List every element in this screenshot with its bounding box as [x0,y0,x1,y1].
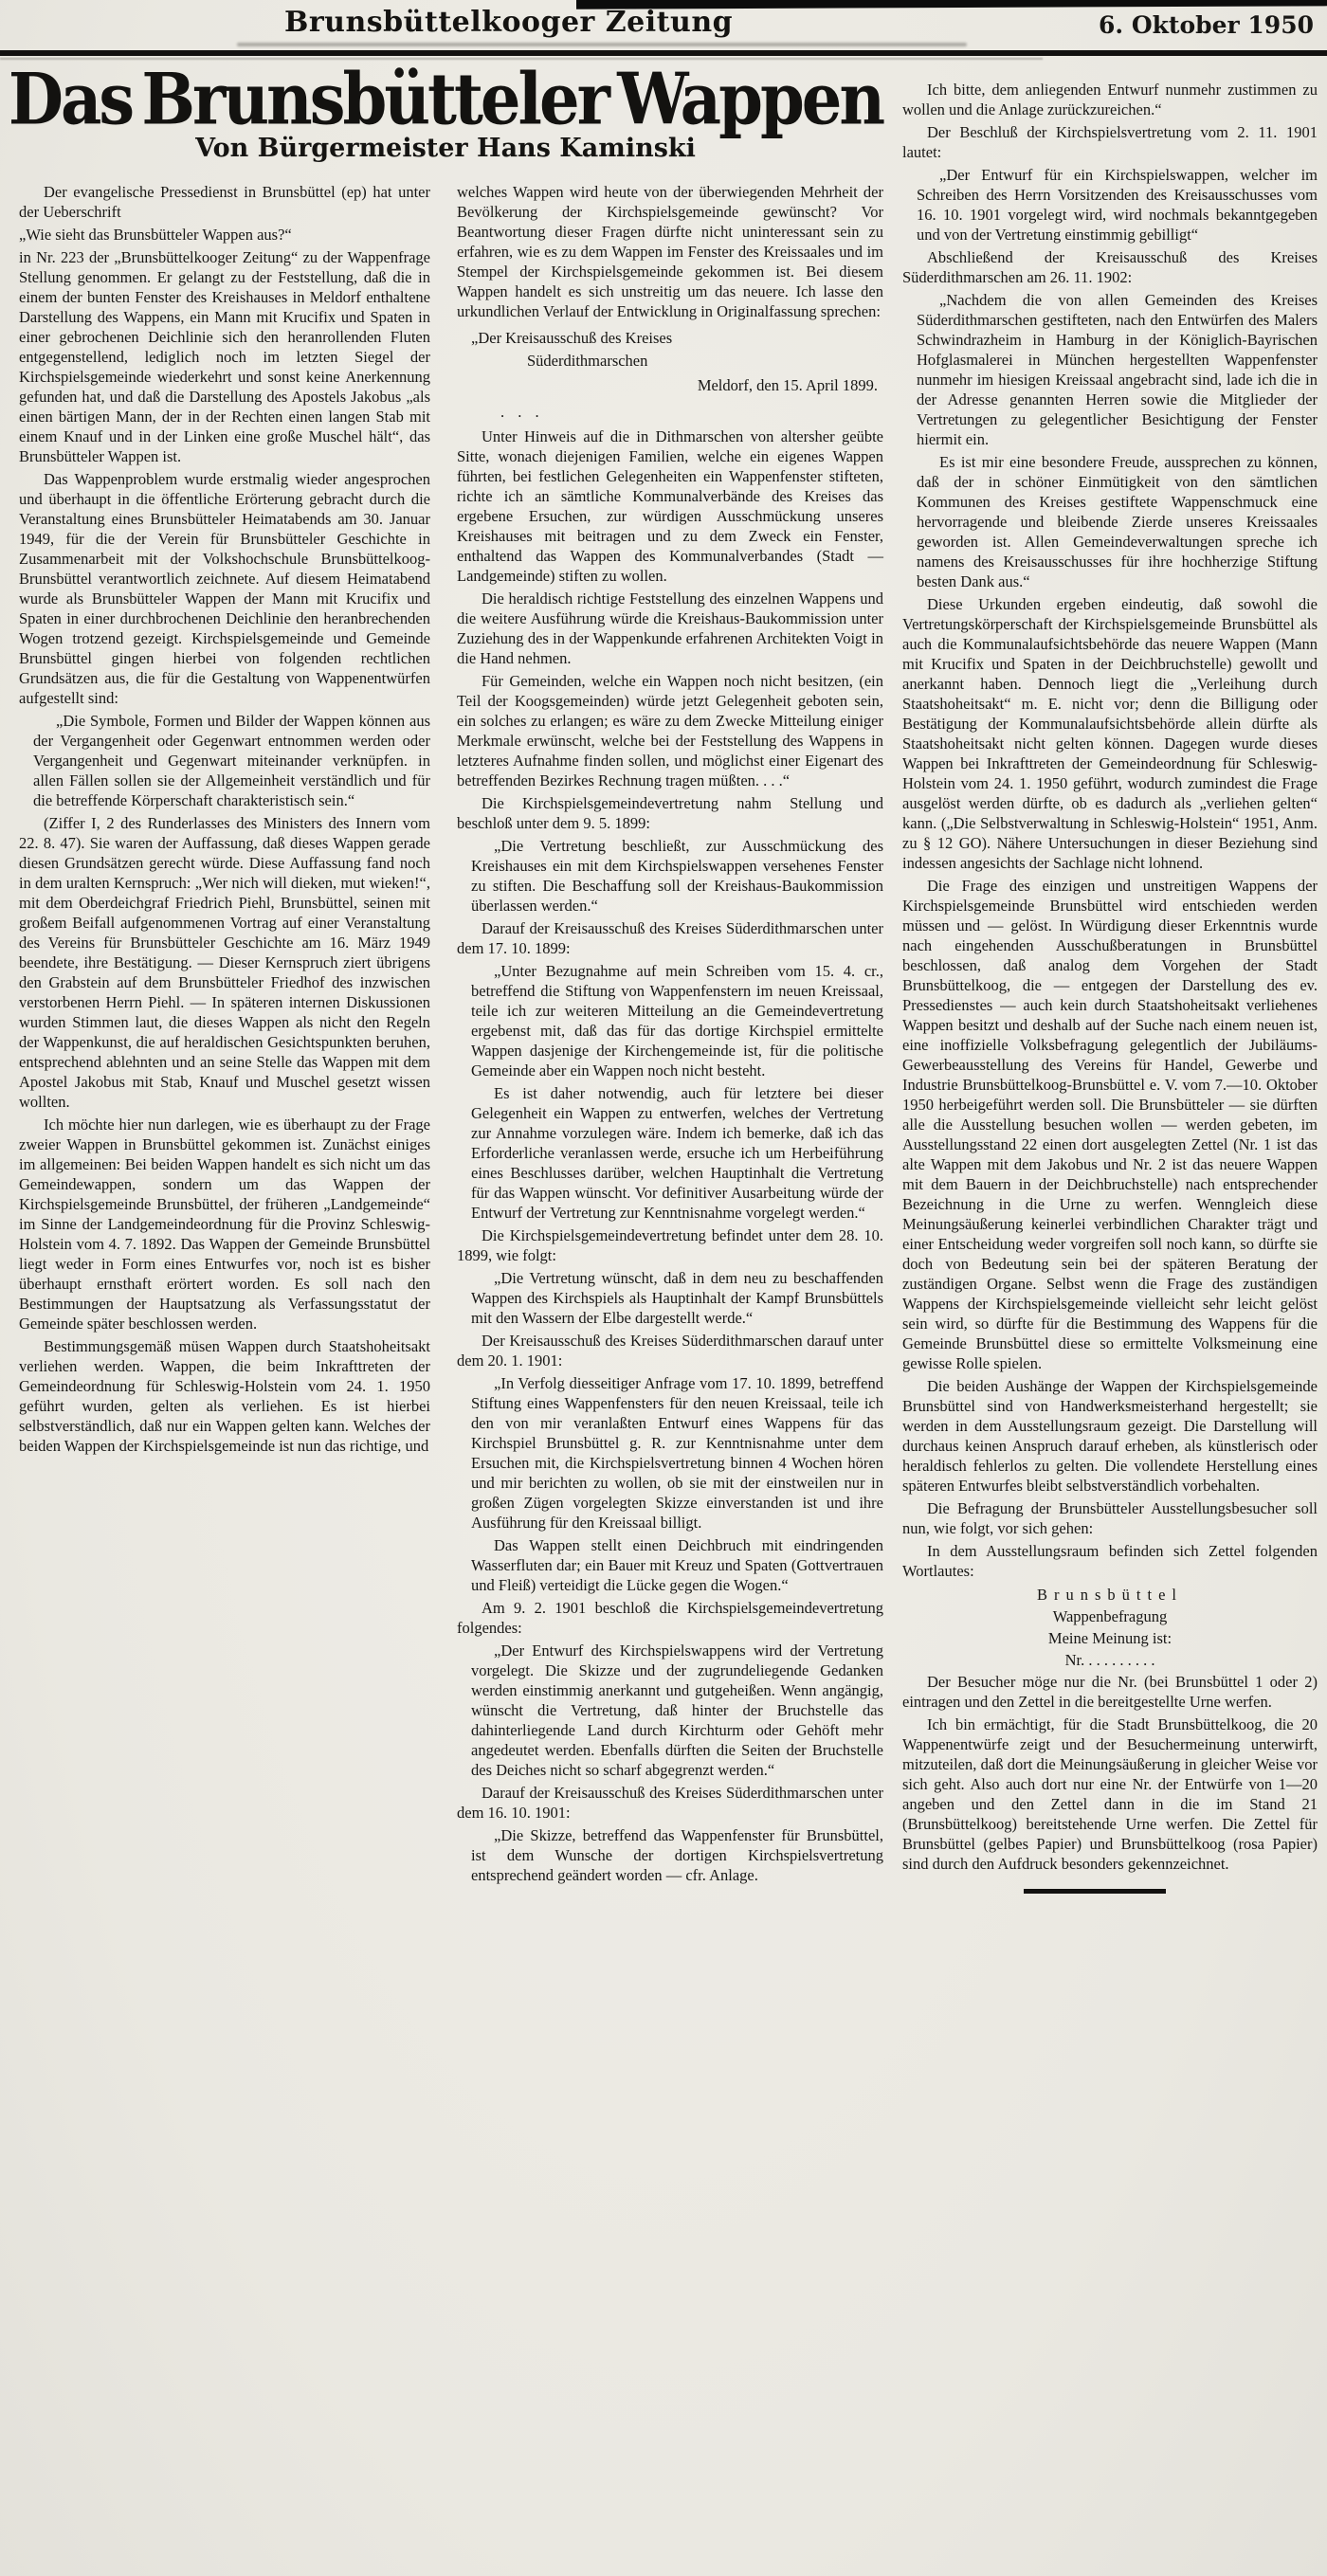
paragraph: Der Besucher möge nur die Nr. (bei Brunsbüttel 1 oder 2) eintragen und den Zettel in die bereitgestellte Urne werfen. [902,1673,1318,1711]
paragraph: Am 9. 2. 1901 beschloß die Kirchspielsgemeindevertretung folgendes: [457,1599,883,1637]
masthead-title: Brunsbüttelkooger Zeitung [284,6,734,39]
paragraph: in Nr. 223 der „Brunsbüttelkooger Zeitung“ zu der Wappenfrage Stellung genommen. Er gelangt zu der Feststellung, daß die in einem der bunten Fenster des Kreishauses in Meldorf enthaltene Darstellung des Wappens, ein Mann mit Krucifix und Spaten in einer gebrochenen Deichlinie sich den heranrollenden Fluten entgegenstellend, lediglich noch im letzten Siegel der Kirchspielsgemeinde wiederkehrt und sonst keine Anerkennung gefunden hat, und daß die Darstellung des Apostels Jakobus „als einen bärtigen Mann, der in der Rechten einen langen Stab mit einem Knauf und in der Linken eine große Muschel hält“, das Brunsbütteler Wappen ist. [19,248,430,465]
paragraph: Darauf der Kreisausschuß des Kreises Süderdithmarschen unter dem 17. 10. 1899: [457,919,883,957]
paragraph: Für Gemeinden, welche ein Wappen noch nicht besitzen, (ein Teil der Koogsgemeinden) würde jetzt Gelegenheit geboten sein, ein solches zu erlangen; es wäre zu dem Zwecke Mitteilung einiger Merkmale erwünscht, welche bei der Feststellung des Wappens in letzteres Aufnahme finden sollen, und möglichst einer Eigenart des betreffenden Bezirkes Rechnung tragen müßten. . . .“ [457,672,883,789]
paragraph: Brunsbüttel [1037,1586,1183,1604]
paragraph: . . . [500,403,544,421]
paragraph: In dem Ausstellungsraum befinden sich Zettel folgenden Wortlautes: [902,1542,1318,1580]
top-rule [0,50,1327,56]
paragraph: Ich bitte, dem anliegenden Entwurf nunmehr zustimmen zu wollen und die Anlage zurückzureichen.“ [902,81,1318,118]
paragraph: Es ist daher notwendig, auch für letztere bei dieser Gelegenheit ein Wappen zu entwerfen, welches der Vertretung zur Annahme vorzulegen wäre. Indem ich bemerke, daß ich das Erforderliche veranlassen werde, ersuche ich um Herbeiführung eines Beschlusses darüber, welchen Hauptinhalt die Vertretung für das Wappen wünscht. Vor definitiver Ausarbeitung würde der Entwurf der Vertretung zur Kenntnisnahme vorgelegt werden.“ [471,1084,883,1222]
article-column-2 [457,182,883,2576]
paragraph: Wappenbefragung [1052,1607,1168,1625]
paragraph: Darauf der Kreisausschuß des Kreises Süderdithmarschen unter dem 16. 10. 1901: [457,1784,883,1822]
article-byline: Von Bürgermeister Hans Kaminski [195,134,696,163]
paragraph: Ich bin ermächtigt, für die Stadt Brunsbüttelkoog, die 20 Wappenentwürfe zeigt und der Besuchermeinung unterwirft, mitzuteilen, daß dort die Meinungsäußerung in gleicher Weise vor sich geht. Also auch dort nur eine Nr. der Entwürfe von 1—20 angeben und den Zettel dann in die im Stand 21 (Brunsbüttelkoog) bereitstehende Urne werfen. Die Zettel für Brunsbüttel (gelbes Papier) und Brunsbüttelkoog (rosa Papier) sind durch den Aufdruck besonders gekennzeichnet. [902,1715,1318,1873]
paragraph: Der Kreisausschuß des Kreises Süderdithmarschen darauf unter dem 20. 1. 1901: [457,1332,883,1370]
paragraph: „Die Skizze, betreffend das Wappenfenster für Brunsbüttel, ist dem Wunsche der dortigen Kirchspielsvertretung entsprechend geändert worden — cfr. Anlage. [471,1826,883,1884]
paragraph: Meldorf, den 15. April 1899. [697,376,878,394]
paragraph: „Der Kreisausschuß des Kreises [471,329,673,347]
paragraph: „Wie sieht das Brunsbütteler Wappen aus?“ [19,226,292,244]
article-column-3 [902,80,1318,2563]
paragraph: Süderdithmarschen [527,352,648,370]
paragraph: Ich möchte hier nun darlegen, wie es überhaupt zu der Frage zweier Wappen in Brunsbüttel gekommen ist. Zunächst einiges im allgemeinen: Bei beiden Wappen handelt es sich nicht um das Gemeindewappen, sondern um das Wappen der Kirchspielsgemeinde Brunsbüttel, der früheren „Landgemeinde“ im Sinne der Landgemeindeordnung für die Provinz Schleswig-Holstein vom 4. 7. 1892. Das Wappen der Gemeinde Brunsbüttel liegt weder in Form eines Entwurfes vor, noch ist es bisher überhaupt ernsthaft erörtert worden. Es soll nach den Bestimmungen der Hauptsatzung als Verfassungsstatut der Gemeinde später beschlossen werden. [19,1116,430,1333]
paragraph: Die beiden Aushänge der Wappen der Kirchspielsgemeinde Brunsbüttel sind von Handwerksmeisterhand hergestellt; sie werden in dem Ausstellungsraum gezeigt. Die Darstellung will durchaus keinen Anspruch darauf erheben, als künstlerisch oder heraldisch fehlerlos zu gelten. Die vollendete Herstellung eines späteren Entwurfes bleibt selbstverständlich vorbehalten. [902,1377,1318,1495]
paragraph: welches Wappen wird heute von der überwiegenden Mehrheit der Bevölkerung der Kirchspielsgemeinde gewünscht? Vor Beantwortung dieser Fragen dürfte nicht uninteressant sein zu erfahren, wie es zu dem Wappen im Fenster des Kreissaales und im Stempel der Kirchspielsgemeinde gekommen ist. Bei diesem Wappen handelt es sich unstreitig um das neuere. Ich lasse den urkundlichen Verlauf der Entwicklung in Originalfassung sprechen: [457,183,883,320]
paragraph: Die Kirchspielsgemeindevertretung nahm Stellung und beschloß unter dem 9. 5. 1899: [457,794,883,832]
paragraph: Nr. . . . . . . . . . [1064,1651,1155,1669]
paragraph: Die Befragung der Brunsbütteler Ausstellungsbesucher soll nun, wie folgt, vor sich gehen: [902,1499,1318,1537]
paragraph: Meine Meinung ist: [1047,1629,1172,1647]
paragraph: Der evangelische Pressedienst in Brunsbüttel (ep) hat unter der Ueberschrift [19,183,430,221]
paragraph: Bestimmungsgemäß müsen Wappen durch Staatshoheitsakt verliehen werden. Wappen, die beim Inkrafttreten der Gemeindeordnung für Schleswig-Holstein vom 24. 1. 1950 geführt wurden, gelten als verliehen. Es ist hierbei selbstverständlich, daß nur ein Wappen gelten kann. Welches der beiden Wappen der Kirchspielsgemeinde ist nun das richtige, und [19,1337,430,1455]
paragraph: Es ist mir eine besondere Freude, aussprechen zu können, daß der in schöner Einmütigkeit von den sämtlichen Kommunen des Kreises gestiftete Wappenschmuck eine hervorragende und bleibende Zierde unseres Kreissaales geworden ist. Allen Gemeindeverwaltungen spreche ich namens des Kreisausschusses für ihre hochherzige Stiftung besten Dank aus.“ [917,453,1318,590]
masthead-underline [237,43,967,46]
masthead-date: 6. Oktober 1950 [1099,11,1314,39]
paragraph: Diese Urkunden ergeben eindeutig, daß sowohl die Vertretungskörperschaft der Kirchspielsgemeinde Brunsbüttel als auch die Kommunalaufsichtsbehörde das neuere Wappen (Mann mit Krucifix und Spaten in der Deichbruchstelle) gewollt und anerkannt haben. Dennoch liegt die „Verleihung durch Staatshoheitsakt“ m. E. nicht vor; denn die Billigung oder Bestätigung der Kommunalaufsichtsbehörde allein dürfte als Staatshoheitsakt nicht gelten können. Dagegen wurde dieses Wappen bei Inkrafttreten der Gemeindeordnung für Schleswig-Holstein vom 24. 1. 1950 geführt, wodurch zumindest die Frage ausgelöst werden dürfte, ob es dadurch als „verliehen gelten“ kann. („Die Selbstverwaltung in Schleswig-Holstein“ 1951, Anm. zu § 12 GO). Nähere Untersuchungen in dieser Beziehung sind indessen angesichts der Sachlage nicht lohnend. [902,595,1318,872]
paragraph: Das Wappenproblem wurde erstmalig wieder angesprochen und überhaupt in die öffentliche Erörterung gebracht durch die Veranstaltung eines Brunsbütteler Heimatabends am 30. Januar 1949, für die der Verein für Brunsbütteler Geschichte in Zusammenarbeit mit der Volkshochschule Brunsbüttelkoog-Brunsbüttel verantwortlich zeichnete. Auf diesem Heimatabend wurde als Brunsbütteler Wappen der Mann mit Krucifix und Spaten in einer durchbrochenen Deichlinie den heranbrechenden Wogen trotzend gezeigt. Kirchspielsgemeinde und Gemeinde Brunsbüttel gingen hierbei von folgenden rechtlichen Grundsätzen aus, die für die Gestaltung von Wappenentwürfen aufgestellt sind: [19,470,430,707]
paragraph: Das Wappen stellt einen Deichbruch mit eindringenden Wasserfluten dar; ein Bauer mit Kreuz und Spaten (Gottvertrauen und Fleiß) verteidigt die Lücke gegen die Wogen.“ [471,1536,883,1594]
paragraph: (Ziffer I, 2 des Runderlasses des Ministers des Innern vom 22. 8. 47). Sie waren der Auffassung, daß dieses Wappen gerade diesen Grundsätzen gerecht würde. Diese Auffassung fand noch in dem uralten Kernspruch: „Wer nich will dieken, mut wieken!“, mit dem Oberdeichgraf Friedrich Piehl, Brunsbüttel, seinen mit großem Beifall aufgenommenen Vortrag auf einer Veranstaltung des Vereins für Brunsbütteler Geschichte am 16. März 1949 beendete, ihre Bestätigung. — Dieser Kernspruch ziert übrigens den Grabstein auf dem Brunsbütteler Friedhof des inzwischen verstorbenen Herrn Piehl. — In späteren internen Diskussionen wurden Stimmen laut, die dieses Wappen als nicht den Regeln der Wappenkunst, die auf heraldischen Gesichtspunkten beruhen, entsprechend ablehnten und an seine Stelle das Wappen mit dem Apostel Jakobus mit Stab, Knauf und Muschel gesetzt wissen wollten. [19,814,430,1111]
paragraph: Die Kirchspielsgemeindevertretung befindet unter dem 28. 10. 1899, wie folgt: [457,1226,883,1264]
paragraph: „Die Vertretung wünscht, daß in dem neu zu beschaffenden Wappen des Kirchspiels als Hauptinhalt der Kampf Brunsbüttels mit den Wassern der Elbe dargestellt werde.“ [471,1269,883,1327]
paragraph: Der Beschluß der Kirchspielsvertretung vom 2. 11. 1901 lautet: [902,123,1318,161]
paragraph: „Die Vertretung beschließt, zur Ausschmückung des Kreishauses ein mit dem Kirchspielswappen versehenes Fenster zu stiften. Die Beschaffung soll der Kreishaus-Baukommission überlassen werden.“ [471,837,883,915]
article-end-rule [1024,1889,1166,1894]
paragraph: „Nachdem die von allen Gemeinden des Kreises Süderdithmarschen gestifteten, nach den Entwürfen des Malers Schwindrazheim in Hamburg in der Königlich-Bayrischen Hofglasmalerei in München hergestellten Wappenfenster nunmehr im hiesigen Kreissaal angebracht sind, lade ich die in der Adresse genannten Herren sowie die Mitglieder der Vertretungen zu gelegentlicher Besichtigung der Fenster hiermit ein. [917,291,1318,448]
paragraph: „Die Symbole, Formen und Bilder der Wappen können aus der Vergangenheit oder Gegenwart entnommen werden oder Vergangenheit und Gegenwart miteinander verknüpfen. in allen Fällen sollen sie der Allgemeinheit verständlich und für die betreffende Körperschaft charakteristisch sein.“ [33,712,430,809]
paragraph: Die Frage des einzigen und unstreitigen Wappens der Kirchspielsgemeinde Brunsbüttel wird entschieden werden müssen und — gelöst. In Würdigung dieser Erkenntnis wurde nach eingehenden Ausschußberatungen in Brunsbüttel beschlossen, daß analog dem Vorgehen der Stadt Brunsbüttelkoog, die — entgegen der Darstellung des ev. Pressedienstes — auch kein durch Staatshoheitsakt verliehenes Wappen besitzt und deshalb auf der Suche nach einem neuen ist, eine inoffizielle Volksbefragung gelegentlich der Jubiläums-Gewerbeausstellung des Vereins für Handel, Gewerbe und Industrie Brunsbüttelkoog-Brunsbüttel e. V. vom 7.—10. Oktober 1950 herbeigeführt werden soll. Die Brunsbütteler — sie dürften alle die Ausstellung besuchen wollen — werden gebeten, im Ausstellungsstand 22 einen dort ausgelegten Zettel (Nr. 1 ist das alte Wappen mit dem Jakobus und Nr. 2 ist das neuere Wappen mit dem Bauern in der Deichbruchstelle) nach entsprechender Bezeichnung in die Urne zu werfen. Wenngleich diese Meinungsäußerung keinerlei verbindlichen Charakter trägt und einer Entscheidung weder vorgreifen soll noch kann, so dürfte sie doch von Bedeutung sein bei der späteren Beratung der zuständigen Organe. Selbst wenn die Frage des zuständigen Wappens der Kirchspielsgemeinde vielleicht sehr leicht gelöst sein wird, so dürfte für die Bestimmung des Wappens für die Gemeinde Brunsbüttel diese so ermittelte Volksmeinung eine gewisse Rolle spielen. [902,877,1318,1372]
paragraph: Abschließend der Kreisausschuß des Kreises Süderdithmarschen am 26. 11. 1902: [902,248,1318,286]
paragraph: „In Verfolg diesseitiger Anfrage vom 17. 10. 1899, betreffend Stiftung eines Wappenfensters für den neuen Kreissaal, teile ich den von mir veranlaßten Entwurf eines Wappens für das Kirchspiel Brunsbüttel g. R. zur Kenntnisnahme unter dem Ersuchen mit, die Kirchspielsvertretung binnen 4 Wochen hören und mir berichten zu wollen, ob sie mit der einstweilen nur in großen Zügen vorgelegten Skizze einverstanden ist und ihre Ausführung für den Kreissaal billigt. [471,1374,883,1532]
paragraph: „Der Entwurf für ein Kirchspielswappen, welcher im Schreiben des Herrn Vorsitzenden des Kreisausschusses vom 16. 10. 1901 vorgelegt wird, wird nochmals bekanntgegeben und von der Vertretung einstimmig gebilligt“ [917,166,1318,244]
article-column-3-text [902,80,1318,1874]
paragraph: Unter Hinweis auf die in Dithmarschen von altersher geübte Sitte, wonach diejenigen Familien, welche ein eigenes Wappen führten, bei festlichen Gelegenheiten ein Wappenfenster stifteten, richte ich an sämtliche Kommunalverbände des Kreises das ergebene Ersuchen, zur würdigen Ausschmückung unseres Kreishauses mit beitragen und zu dem Zweck ein Fenster, enthaltend das Wappen des Kommunalverbandes (Stadt — Landgemeinde) stiften zu wollen. [457,427,883,585]
article-headline: Das Brunsbütteler Wappen [8,57,883,141]
paragraph: Die heraldisch richtige Feststellung des einzelnen Wappens und die weitere Ausführung würde die Kreishaus-Baukommission unter Zuziehung des in der Wappenkunde erfahrenen Architekten Voigt in die Hand nehmen. [457,590,883,667]
article-column-1 [19,182,430,1459]
paragraph: „Der Entwurf des Kirchspielswappens wird der Vertretung vorgelegt. Die Skizze und der zugrundeliegende Gedanken werden einstimmig anerkannt und gutgeheißen. Wenn angängig, wünscht die Vertretung, daß hinter der Bruchstelle das dahinterliegende Land durch Kirchturm oder Gehöft mehr angedeutet werden. Ebenfalls dürften die Seiten der Bruchstelle des Deiches nicht so scharf abgegrenzt werden.“ [471,1642,883,1779]
paragraph: „Unter Bezugnahme auf mein Schreiben vom 15. 4. cr., betreffend die Stiftung von Wappenfenstern im neuen Kreissaal, teile ich zur weiteren Mitteilung an die Gemeindevertretung ergebenst mit, daß das für das dortige Kirchspiel ermittelte Wappen dasjenige der Kirchengemeinde ist, für die politische Gemeinde aber ein Wappen noch nicht besteht. [471,962,883,1079]
